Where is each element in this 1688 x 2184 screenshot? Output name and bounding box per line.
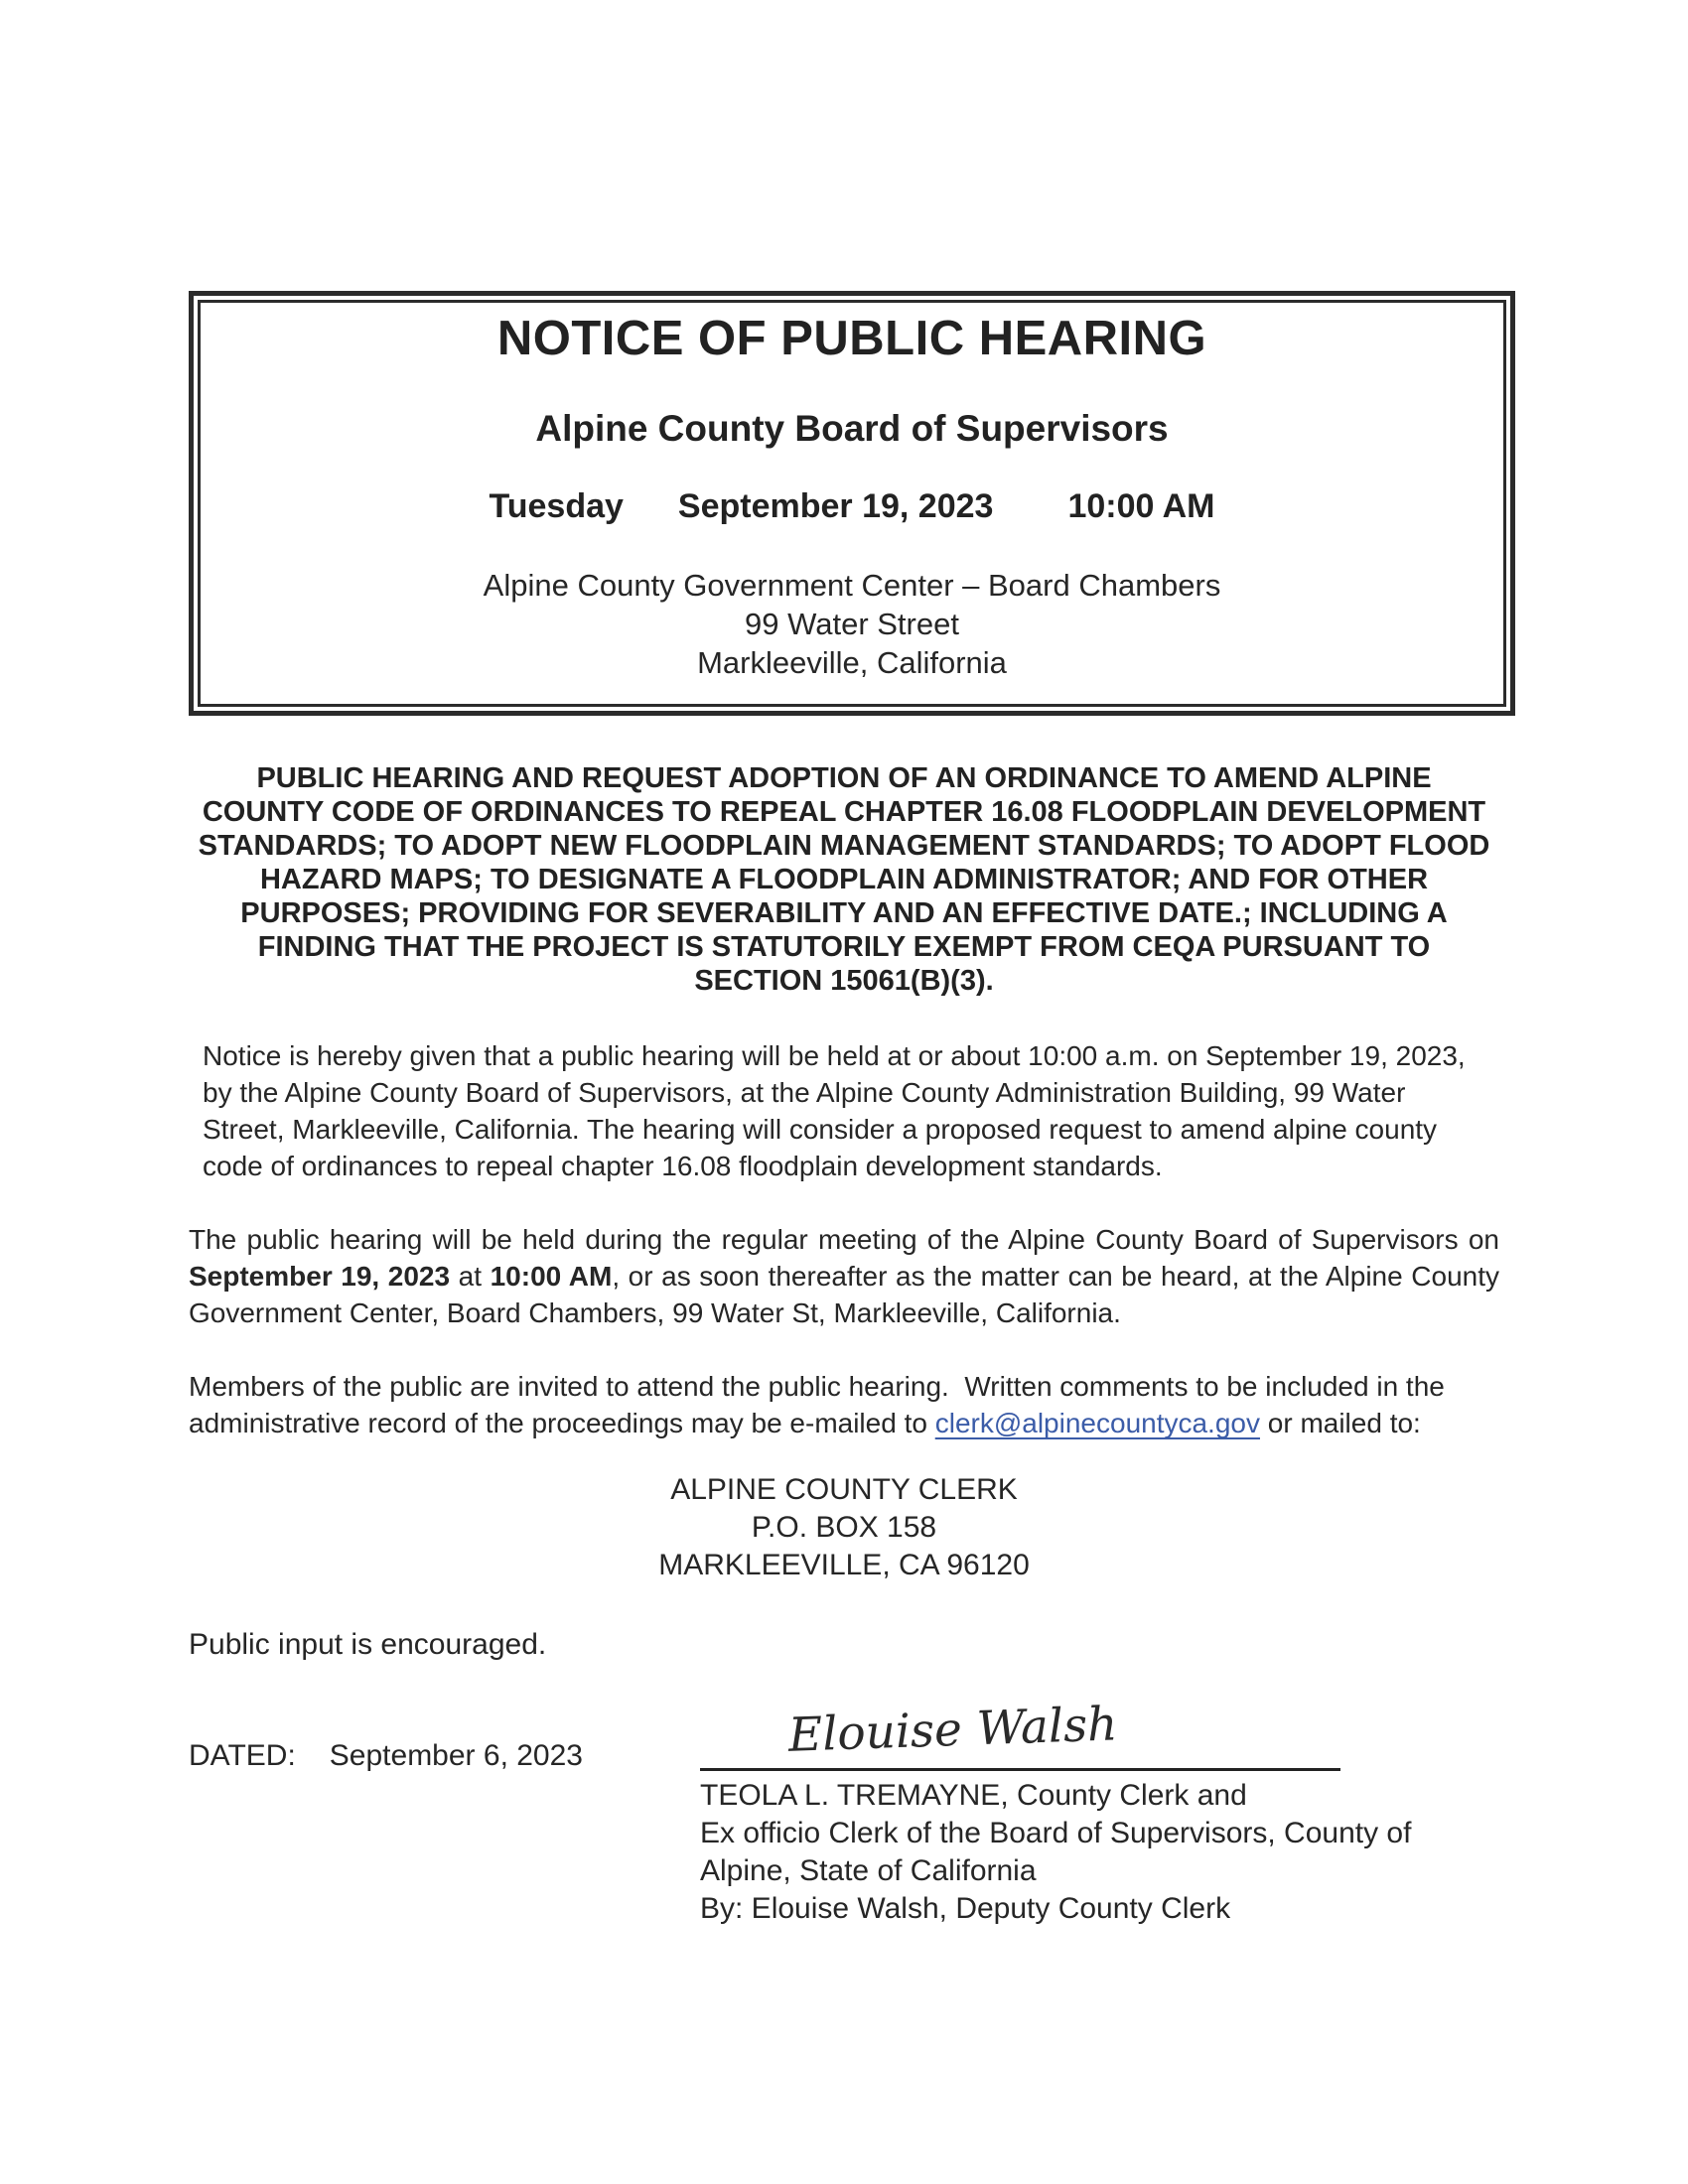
meeting-text-pre: The public hearing will be held during the regular meeting of the Alpine County Board of Supervisors on: [189, 1224, 1499, 1256]
dated-line: [189, 1711, 700, 1773]
board-subtitle: Alpine County Board of Supervisors: [535, 408, 1169, 450]
comments-text-post: or mailed to:: [1259, 1408, 1421, 1439]
meeting-text-mid: at: [450, 1261, 491, 1293]
hearing-datetime: [211, 487, 1493, 526]
header-box: [189, 291, 1515, 716]
venue-line-street: 99 Water Street: [745, 607, 959, 642]
clerk-attribution-line-2: Ex officio Clerk of the Board of Supervisors, County of: [700, 1817, 1412, 1850]
comments-paragraph: [189, 1368, 1499, 1441]
header-box-inner: [198, 300, 1506, 707]
clerk-attribution-line-4: By: Elouise Walsh, Deputy County Clerk: [700, 1892, 1231, 1926]
comments-text-pre: Members of the public are invited to attend the public hearing. Written comments to be included in the administrative record of the proceedings may be e-mailed to: [189, 1371, 1445, 1439]
meeting-bold-date: September 19, 2023: [189, 1261, 451, 1293]
notice-paragraph: Notice is hereby given that a public hearing will be held at or about 10:00 a.m. on September 19, 2023, by the Alpine County Board of Supervisors, at the Alpine County Administration Building, 99 Water Street, Markleeville, California. The hearing will consider a proposed request to amend alpine county code of ordinances to repeal chapter 16.08 floodplain development standards.: [203, 1040, 1466, 1182]
venue-block: [211, 566, 1493, 682]
hearing-time: 10:00 AM: [1067, 487, 1215, 526]
meeting-bold-time: 10:00 AM: [490, 1261, 613, 1293]
subject-paragraph: PUBLIC HEARING AND REQUEST ADOPTION OF AN ORDINANCE TO AMEND ALPINE COUNTY CODE OF ORDINANCES TO REPEAL CHAPTER 16.08 FLOODPLAIN DEVELOPMENT STANDARDS; TO ADOPT NEW FLOODPLAIN MANAGEMENT STANDARDS; TO ADOPT FLOOD HAZARD MAPS; TO DESIGNATE A FLOODPLAIN ADMINISTRATOR; AND FOR OTHER PURPOSES; PROVIDING FOR SEVERABILITY AND AN EFFECTIVE DATE.; INCLUDING A FINDING THAT THE PROJECT IS STATUTORILY EXEMPT FROM CEQA PURSUANT TO SECTION 15061(B)(3).: [198, 762, 1490, 998]
public-input-note: Public input is encouraged.: [189, 1628, 547, 1662]
clerk-attribution: [700, 1777, 1499, 1928]
signature-block: [700, 1697, 1499, 1928]
meeting-paragraph: [189, 1221, 1499, 1331]
clerk-address-name: ALPINE COUNTY CLERK: [670, 1473, 1018, 1507]
signature-handwriting: Elouise Walsh: [787, 1697, 1119, 1764]
meeting-text-post: , or as soon thereafter as the matter can be heard, at the Alpine County Government Center, Board Chambers, 99 Water St, Markleeville, California.: [189, 1261, 1499, 1329]
hearing-date: September 19, 2023: [677, 487, 994, 526]
dated-label: DATED:: [189, 1739, 296, 1773]
venue-line-city: Markleeville, California: [697, 645, 1007, 681]
document-title: NOTICE OF PUBLIC HEARING: [496, 312, 1207, 365]
clerk-mailing-address: [189, 1471, 1499, 1584]
clerk-address-city: MARKLEEVILLE, CA 96120: [658, 1549, 1030, 1582]
clerk-attribution-line-3: Alpine, State of California: [700, 1854, 1037, 1888]
clerk-attribution-line-1: TEOLA L. TREMAYNE, County Clerk and: [700, 1779, 1247, 1813]
clerk-address-box: P.O. BOX 158: [751, 1511, 937, 1545]
signature-line: [700, 1768, 1340, 1771]
dated-value: September 6, 2023: [329, 1739, 583, 1773]
clerk-email-link[interactable]: clerk@alpinecountyca.gov: [934, 1408, 1260, 1439]
dated-signature-row: [189, 1697, 1499, 1928]
hearing-day: Tuesday: [489, 487, 624, 526]
venue-line-building: Alpine County Government Center – Board Chambers: [483, 568, 1221, 604]
